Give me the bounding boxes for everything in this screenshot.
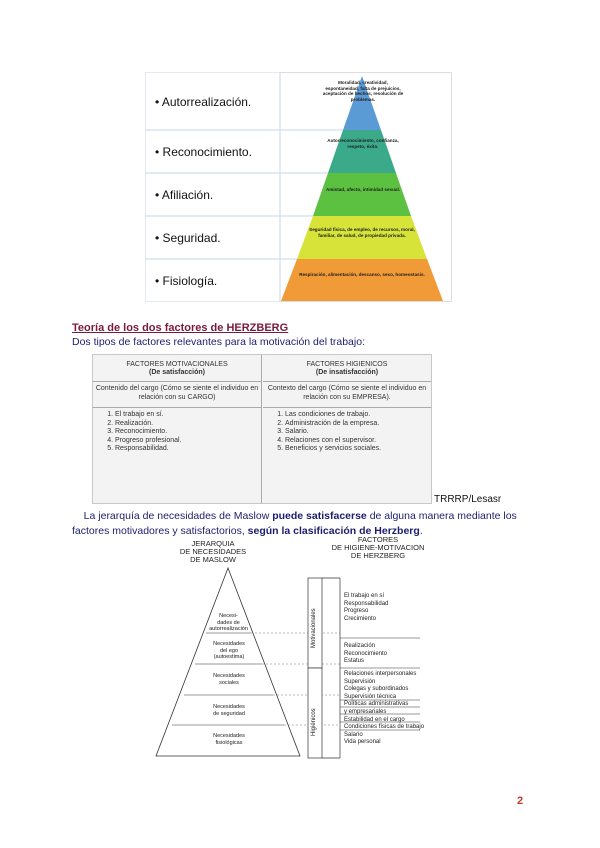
list-item: Estatus [344, 658, 365, 665]
factors-table [92, 354, 432, 504]
maslow-detail-esteem: Autorreconocimiento, confianza, respeto, éxito. [327, 138, 399, 149]
motivational-column [93, 355, 262, 503]
herzberg-title: Teoría de los dos factores de HERZBERG [72, 322, 289, 334]
list-item: Políticas administrativas [344, 701, 409, 708]
motivational-header-title: FACTORES MOTIVACIONALES [126, 361, 228, 368]
herzberg-subtitle: Dos tipos de factores relevantes para la motivación del trabajo: [72, 336, 365, 348]
motivational-items-bottom [344, 643, 387, 666]
list-item: Vida personal [344, 739, 381, 746]
page-number: 2 [517, 795, 524, 807]
pyramid-level-social: Necesidades sociales [213, 673, 245, 686]
comparison-paragraph [72, 509, 532, 539]
paragraph-text-3: . [419, 525, 423, 537]
list-item: Reconocimiento [344, 650, 388, 657]
list-item: y empresariales [344, 708, 387, 715]
list-item: 4. Progreso profesional. [115, 437, 261, 446]
list-item: 4. Relaciones con el supervisor. [285, 437, 431, 446]
motivational-header [93, 355, 261, 382]
list-item: 5. Responsabilidad. [115, 445, 261, 454]
paragraph-text-1: La jerarquía de necesidades de Maslow [83, 510, 273, 522]
list-item: El trabajo en sí [344, 593, 385, 599]
list-item: Condiciones físicas de trabajo [344, 724, 425, 731]
list-item: Supervisión [344, 678, 376, 685]
maslow-detail-safety: Seguridad física, de empleo, de recursos, moral, familiar, de salud, de propiedad privada. [309, 227, 415, 238]
list-item: Estabilidad en el cargo [344, 716, 405, 723]
list-item: Salario [344, 731, 363, 738]
list-item: Colegas y subordinados [344, 686, 409, 693]
maslow-figure [145, 72, 452, 302]
hygienic-header [263, 355, 431, 382]
hygienic-items [344, 671, 424, 747]
maslow-label-esteem: • Reconocimiento. [155, 145, 252, 159]
maslow-label-self-actualization: • Autorrealización. [155, 95, 252, 109]
list-item: 3. Reconocimiento. [115, 428, 261, 437]
motivational-header-sub: (De satisfacción) [148, 369, 206, 376]
list-item: 5. Beneficios y servicios sociales. [285, 445, 431, 454]
pyramid-level-ego: Necesidades del ego (autoestima) [213, 641, 245, 660]
list-item: Responsabilidad [344, 600, 389, 607]
pyramid-level-physiological: Necesidades fisiológicas [213, 733, 245, 746]
maslow-detail-self-actualization: Moralidad, creatividad, espontaneidad, falta de prejuicios, aceptación de hechos, resolución de problemas. [322, 80, 404, 102]
pyramid-band-affiliation [313, 173, 411, 216]
pyramid-band-physiology [281, 259, 443, 301]
maslow-detail-affiliation: Amistad, afecto, intimidad sexual. [325, 187, 401, 192]
hygienic-vertical-label: Higiénicos [311, 708, 317, 736]
list-item: Progreso [344, 608, 369, 615]
list-item: 1. Las condiciones de trabajo. [285, 411, 431, 420]
maslow-label-safety: • Seguridad. [155, 231, 221, 245]
maslow-label-affiliation: • Afiliación. [155, 188, 214, 202]
hygienic-header-title: FACTORES HIGIENICOS [306, 361, 388, 368]
image-credit: TRRRP/Lesasr [434, 494, 502, 505]
paragraph-text-2: de alguna manera mediante los factores motivadores y satisfactorios, [72, 510, 517, 537]
list-item: 2. Administración de la empresa. [285, 420, 431, 429]
diagram-left-title: JERARQUIA DE NECESIDADES DE MASLOW [179, 539, 247, 564]
hygienic-context: Contexto del cargo (Cómo se siente el individuo en relación con su EMPRESA). [263, 382, 431, 408]
pyramid-level-self-actualization: Necesi- dades de autorrealización [209, 613, 248, 632]
list-item: Crecimiento [344, 615, 377, 622]
diagram-right-title: FACTORES DE HIGIENE-MOTIVACION DE HERZBERG [331, 535, 425, 560]
list-item: Supervisión técnica [344, 693, 397, 700]
pyramid-level-safety: Necesidades de seguridad [213, 704, 245, 717]
list-item: Relaciones interpersonales [344, 671, 417, 677]
list-item: 2. Realización. [115, 420, 261, 429]
motivational-context: Contenido del cargo (Cómo se siente el individuo en relación con su CARGO) [93, 382, 261, 408]
maslow-detail-physiology: Respiración, alimentación, descanso, sexo, homeostasis. [299, 272, 425, 277]
list-item: Realización [344, 643, 376, 649]
hygienic-list [263, 411, 431, 454]
hygienic-column [263, 355, 431, 503]
motivational-list [93, 411, 261, 454]
maslow-herzberg-diagram [150, 535, 450, 772]
maslow-label-physiology: • Fisiología. [155, 274, 218, 288]
paragraph-bold-2: según la clasificación de Herzberg [247, 525, 420, 537]
motivational-vertical-label: Motivacionales [311, 608, 317, 648]
motivational-items-top [344, 593, 388, 623]
list-item: 3. Salario. [285, 428, 431, 437]
paragraph-bold-1: puede satisfacerse [272, 510, 367, 522]
list-item: 1. El trabajo en sí. [115, 411, 261, 420]
hygienic-header-sub: (De insatisfacción) [315, 369, 379, 376]
